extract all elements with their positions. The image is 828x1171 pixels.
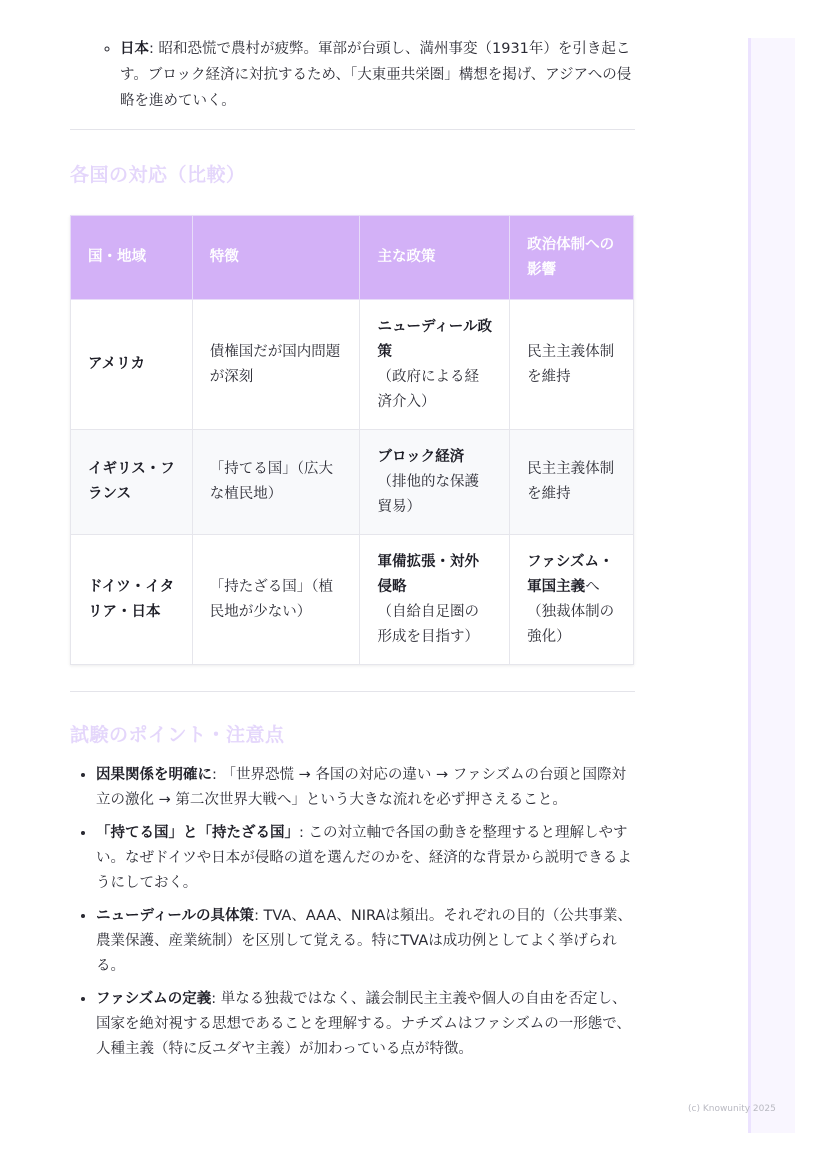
cell-feature: 「持たざる国」（植民地が少ない） [192,535,360,665]
list-item [96,904,635,979]
cell-effect [510,300,634,430]
cell-feature: 「持てる国」（広大な植民地） [192,430,360,535]
table-row [71,535,634,665]
point-text: : TVA、AAA、NIRAは頻出。それぞれの目的（公共事業、農業保護、産業統制）を区別して覚える。特にTVAは成功例としてよく挙げられる。 [96,908,632,974]
table-header-row [71,216,634,300]
list-item [96,763,635,813]
cell-region [71,430,193,535]
sub-list [70,36,635,114]
column-header-effect: 政治体制への影響 [510,216,634,300]
document-content [70,36,635,1070]
cell-region [71,535,193,665]
point-label: 因果関係を明確に [96,767,212,783]
point-text: : 「世界恐慌 → 各国の対応の違い → ファシズムの台頭と国際対立の激化 → 第二次世界大戦へ」という大きな流れを必ず押さえること。 [96,767,627,808]
point-label: 「持てる国」と「持たざる国」 [96,825,299,841]
section-divider [70,691,635,692]
policy-name: ブロック経済 [377,448,465,465]
cell-region [71,300,193,430]
section-heading-comparison: 各国の対応（比較） [70,164,246,186]
list-item [96,821,635,896]
column-header-feature: 特徴 [192,216,360,300]
list-item [96,987,635,1062]
section-heading-exam-points: 試験のポイント・注意点 [70,724,285,746]
point-label: ファシズムの定義 [96,991,212,1007]
side-panel [748,38,795,1133]
exam-points-list [70,763,635,1062]
column-header-policy: 主な政策 [360,216,510,300]
list-item-text: : 昭和恐慌で農村が疲弊。軍部が台頭し、満州事変（1931年）を引き起こす。ブロック経済に対抗するため、「大東亜共栄圏」構想を掲げ、アジアへの侵略を進めていく。 [120,41,632,109]
effect-text: 民主主義体制を維持 [527,343,615,385]
cell-feature: 債権国だが国内問題が深刻 [192,300,360,430]
policy-name: 軍備拡張・対外侵略 [377,553,479,595]
policy-note: （政府による経済介入） [377,368,479,410]
region-name: ドイツ・イタリア・日本 [88,578,175,620]
cell-policy [360,300,510,430]
effect-text: へ（独裁体制の強化） [527,578,615,645]
column-header-region: 国・地域 [71,216,193,300]
table-row [71,430,634,535]
cell-effect [510,430,634,535]
policy-note: （自給自足圏の形成を目指す） [377,603,479,645]
list-item-label: 日本 [120,41,149,57]
policy-name: ニューディール政策 [377,318,493,360]
cell-effect [510,535,634,665]
copyright-footer: (c) Knowunity 2025 [688,1104,776,1114]
table-row [71,300,634,430]
effect-text: 民主主義体制を維持 [527,461,615,502]
list-item-japan [120,36,635,114]
policy-note: （排他的な保護貿易） [377,473,479,515]
point-text: : この対立軸で各国の動きを整理すると理解しやすい。なぜドイツや日本が侵略の道を選んだのかを、経済的な背景から説明できるようにしておく。 [96,825,632,891]
region-name: イギリス・フランス [88,461,175,502]
section-divider [70,129,635,130]
effect-emphasis: ファシズム・軍国主義 [527,553,614,595]
comparison-table [70,215,634,665]
region-name: アメリカ [88,356,145,372]
cell-policy [360,430,510,535]
cell-policy [360,535,510,665]
point-label: ニューディールの具体策 [96,908,255,924]
point-text: : 単なる独裁ではなく、議会制民主主義や個人の自由を否定し、国家を絶対視する思想であることを理解する。ナチズムはファシズムの一形態で、人種主義（特に反ユダヤ主義）が加わっている点が特徴。 [96,991,631,1057]
